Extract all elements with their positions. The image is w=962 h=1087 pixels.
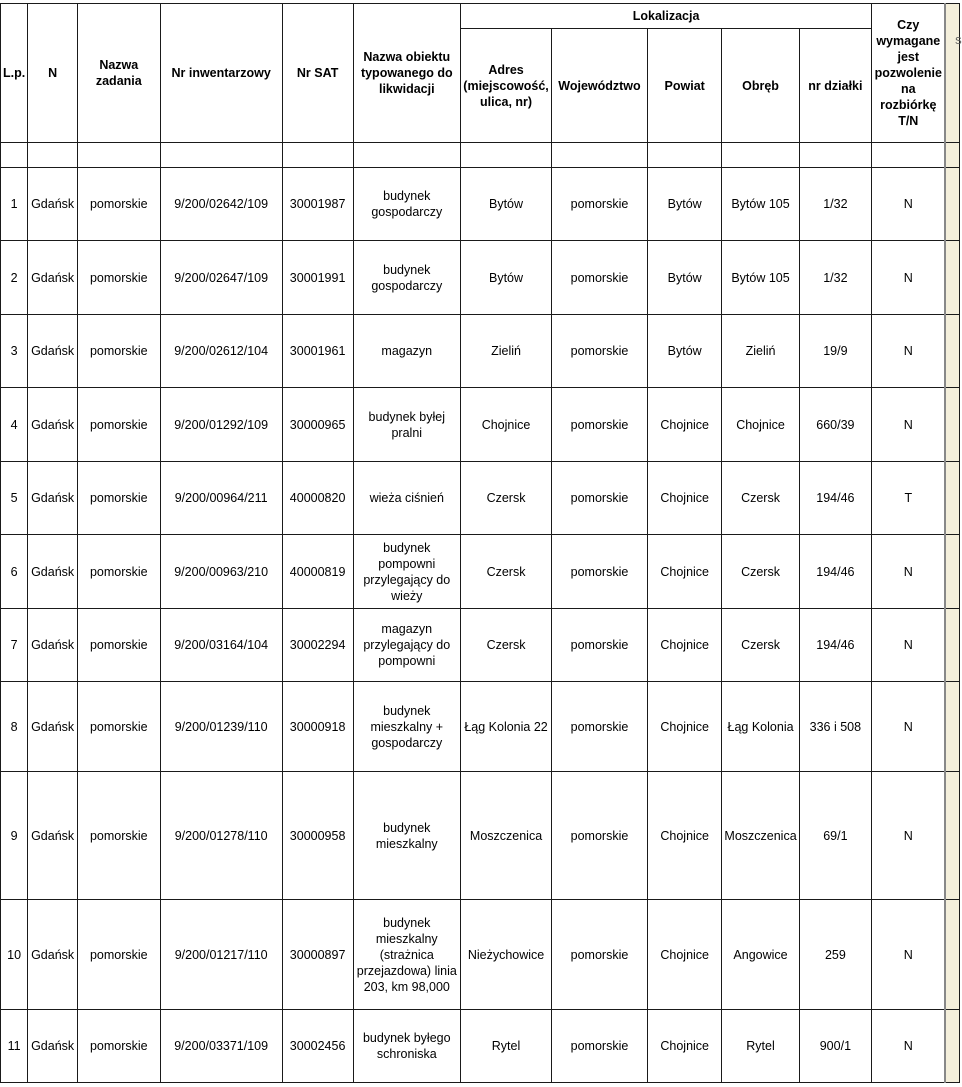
cell-n: Gdańsk	[28, 682, 78, 772]
cell-nr-dzialki: 194/46	[799, 535, 871, 609]
cell-powiat: Chojnice	[647, 1010, 721, 1083]
cell-nr-inwentarzowy: 9/200/02612/104	[160, 315, 282, 388]
spacer-row	[1, 143, 960, 168]
cell-obreb: Czersk	[722, 462, 799, 535]
cell-nazwa-obiektu: budynek mieszkalny (strażnica przejazdowa) linia 203, km 98,000	[353, 900, 461, 1010]
cell-nazwa-obiektu: budynek byłej pralni	[353, 388, 461, 462]
header-wojewodztwo: Województwo	[552, 29, 648, 143]
cell-lp: 5	[1, 462, 28, 535]
cell-n: Gdańsk	[28, 1010, 78, 1083]
header-cut-column	[945, 4, 959, 143]
cell-obreb: Bytów 105	[722, 241, 799, 315]
cell-nazwa-zadania: pomorskie	[78, 462, 161, 535]
cell-powiat: Chojnice	[647, 535, 721, 609]
cell-nr-inwentarzowy: 9/200/01217/110	[160, 900, 282, 1010]
cell-adres: Łąg Kolonia 22	[461, 682, 552, 772]
cell-cut-column	[945, 535, 959, 609]
cell-nr-inwentarzowy: 9/200/00963/210	[160, 535, 282, 609]
cell-nazwa-zadania: pomorskie	[78, 609, 161, 682]
cell-n: Gdańsk	[28, 535, 78, 609]
table-row	[1, 682, 960, 772]
cell-nr-sat: 30001991	[282, 241, 353, 315]
cell-lp: 10	[1, 900, 28, 1010]
cell-powiat: Chojnice	[647, 900, 721, 1010]
cell-cut-column	[945, 682, 959, 772]
cell-lp: 7	[1, 609, 28, 682]
cell-lp: 6	[1, 535, 28, 609]
cell-cut-column	[945, 609, 959, 682]
cell-nazwa-zadania: pomorskie	[78, 772, 161, 900]
cell-wojewodztwo: pomorskie	[552, 462, 648, 535]
cell-powiat: Chojnice	[647, 462, 721, 535]
cell-nr-sat: 30002456	[282, 1010, 353, 1083]
cell-lp: 9	[1, 772, 28, 900]
cell-nr-inwentarzowy: 9/200/01292/109	[160, 388, 282, 462]
cell-cut-column	[945, 772, 959, 900]
cell-pozwolenie: N	[872, 241, 946, 315]
cell-wojewodztwo: pomorskie	[552, 315, 648, 388]
cell-powiat: Chojnice	[647, 682, 721, 772]
cell-nazwa-zadania: pomorskie	[78, 535, 161, 609]
cell-nr-dzialki: 1/32	[799, 241, 871, 315]
cell-cut-column	[945, 168, 959, 241]
cell-obreb: Czersk	[722, 609, 799, 682]
cell-wojewodztwo: pomorskie	[552, 241, 648, 315]
cell-nr-sat: 30000918	[282, 682, 353, 772]
header-pozwolenie: Czy wymagane jest pozwolenie na rozbiórkę T/N	[872, 4, 946, 143]
cell-powiat: Bytów	[647, 315, 721, 388]
cell-nr-dzialki: 194/46	[799, 462, 871, 535]
cell-pozwolenie: N	[872, 900, 946, 1010]
cell-nr-sat: 30001987	[282, 168, 353, 241]
cell-nazwa-obiektu: budynek mieszkalny + gospodarczy	[353, 682, 461, 772]
cell-n: Gdańsk	[28, 900, 78, 1010]
header-adres: Adres (miejscowość, ulica, nr)	[461, 29, 552, 143]
cell-adres: Bytów	[461, 168, 552, 241]
cell-wojewodztwo: pomorskie	[552, 609, 648, 682]
cell-wojewodztwo: pomorskie	[552, 1010, 648, 1083]
cell-nazwa-zadania: pomorskie	[78, 682, 161, 772]
cell-nr-dzialki: 1/32	[799, 168, 871, 241]
cell-nazwa-zadania: pomorskie	[78, 1010, 161, 1083]
table-row	[1, 241, 960, 315]
header-n: N	[28, 4, 78, 143]
cell-adres: Moszczenica	[461, 772, 552, 900]
cell-lp: 4	[1, 388, 28, 462]
cell-pozwolenie: N	[872, 682, 946, 772]
header-lokalizacja: Lokalizacja	[461, 4, 872, 29]
cell-nazwa-zadania: pomorskie	[78, 388, 161, 462]
cell-nr-dzialki: 336 i 508	[799, 682, 871, 772]
cell-n: Gdańsk	[28, 388, 78, 462]
cell-nazwa-obiektu: budynek byłego schroniska	[353, 1010, 461, 1083]
cell-cut-column	[945, 241, 959, 315]
cell-nr-dzialki: 19/9	[799, 315, 871, 388]
cell-pozwolenie: N	[872, 388, 946, 462]
table-row	[1, 609, 960, 682]
cut-off-glyph: S	[955, 36, 962, 47]
cell-pozwolenie: N	[872, 168, 946, 241]
cell-cut-column	[945, 900, 959, 1010]
cell-pozwolenie: T	[872, 462, 946, 535]
cell-lp: 2	[1, 241, 28, 315]
cell-nr-dzialki: 660/39	[799, 388, 871, 462]
cell-nazwa-obiektu: budynek mieszkalny	[353, 772, 461, 900]
cell-nazwa-obiektu: wieża ciśnień	[353, 462, 461, 535]
table-row	[1, 168, 960, 241]
cell-pozwolenie: N	[872, 1010, 946, 1083]
cell-wojewodztwo: pomorskie	[552, 900, 648, 1010]
cell-pozwolenie: N	[872, 772, 946, 900]
cell-pozwolenie: N	[872, 609, 946, 682]
cell-wojewodztwo: pomorskie	[552, 682, 648, 772]
cell-obreb: Bytów 105	[722, 168, 799, 241]
table-row	[1, 535, 960, 609]
cell-nazwa-obiektu: budynek gospodarczy	[353, 241, 461, 315]
cell-nazwa-obiektu: magazyn przylegający do pompowni	[353, 609, 461, 682]
cell-cut-column	[945, 388, 959, 462]
header-powiat: Powiat	[647, 29, 721, 143]
cell-nazwa-obiektu: magazyn	[353, 315, 461, 388]
cell-wojewodztwo: pomorskie	[552, 772, 648, 900]
header-obreb: Obręb	[722, 29, 799, 143]
cell-nr-sat: 30001961	[282, 315, 353, 388]
cell-wojewodztwo: pomorskie	[552, 535, 648, 609]
cell-adres: Rytel	[461, 1010, 552, 1083]
cell-pozwolenie: N	[872, 315, 946, 388]
cell-obreb: Zieliń	[722, 315, 799, 388]
cell-lp: 3	[1, 315, 28, 388]
cell-cut-column	[945, 462, 959, 535]
cell-obreb: Łąg Kolonia	[722, 682, 799, 772]
cell-powiat: Chojnice	[647, 609, 721, 682]
cell-nr-dzialki: 900/1	[799, 1010, 871, 1083]
header-nr-dzialki: nr działki	[799, 29, 871, 143]
cell-nr-sat: 30000958	[282, 772, 353, 900]
cell-n: Gdańsk	[28, 609, 78, 682]
cell-nazwa-zadania: pomorskie	[78, 900, 161, 1010]
cell-lp: 1	[1, 168, 28, 241]
cell-powiat: Bytów	[647, 168, 721, 241]
cell-nr-sat: 30000897	[282, 900, 353, 1010]
table-row	[1, 388, 960, 462]
cell-nr-inwentarzowy: 9/200/01278/110	[160, 772, 282, 900]
cell-lp: 11	[1, 1010, 28, 1083]
cell-nr-sat: 30000965	[282, 388, 353, 462]
cell-powiat: Bytów	[647, 241, 721, 315]
cell-nr-inwentarzowy: 9/200/03164/104	[160, 609, 282, 682]
header-nazwa-obiektu: Nazwa obiektu typowanego do likwidacji	[353, 4, 461, 143]
cell-nazwa-zadania: pomorskie	[78, 241, 161, 315]
cell-wojewodztwo: pomorskie	[552, 168, 648, 241]
cell-obreb: Angowice	[722, 900, 799, 1010]
table-row	[1, 900, 960, 1010]
table-row	[1, 772, 960, 900]
cell-cut-column	[945, 1010, 959, 1083]
table-row	[1, 462, 960, 535]
cell-nr-dzialki: 194/46	[799, 609, 871, 682]
cell-n: Gdańsk	[28, 315, 78, 388]
demolition-objects-table	[0, 3, 960, 1083]
cell-nr-inwentarzowy: 9/200/00964/211	[160, 462, 282, 535]
cell-obreb: Czersk	[722, 535, 799, 609]
cell-n: Gdańsk	[28, 462, 78, 535]
header-nr-sat: Nr SAT	[282, 4, 353, 143]
header-nazwa-zadania: Nazwa zadania	[78, 4, 161, 143]
cell-adres: Czersk	[461, 609, 552, 682]
cell-nazwa-zadania: pomorskie	[78, 168, 161, 241]
header-nr-inwentarzowy: Nr inwentarzowy	[160, 4, 282, 143]
cell-nr-sat: 40000820	[282, 462, 353, 535]
cell-nr-dzialki: 259	[799, 900, 871, 1010]
table-row	[1, 1010, 960, 1083]
cell-adres: Bytów	[461, 241, 552, 315]
cell-nazwa-obiektu: budynek pompowni przylegający do wieży	[353, 535, 461, 609]
cell-adres: Czersk	[461, 462, 552, 535]
cell-nazwa-obiektu: budynek gospodarczy	[353, 168, 461, 241]
cell-powiat: Chojnice	[647, 772, 721, 900]
cell-nr-sat: 40000819	[282, 535, 353, 609]
cell-nr-inwentarzowy: 9/200/02647/109	[160, 241, 282, 315]
cell-adres: Chojnice	[461, 388, 552, 462]
cell-lp: 8	[1, 682, 28, 772]
cell-obreb: Chojnice	[722, 388, 799, 462]
cell-nr-sat: 30002294	[282, 609, 353, 682]
cell-n: Gdańsk	[28, 241, 78, 315]
table-row	[1, 315, 960, 388]
header-lp: L.p.	[1, 4, 28, 143]
cell-powiat: Chojnice	[647, 388, 721, 462]
cell-nr-inwentarzowy: 9/200/02642/109	[160, 168, 282, 241]
cell-nazwa-zadania: pomorskie	[78, 315, 161, 388]
cell-nr-inwentarzowy: 9/200/03371/109	[160, 1010, 282, 1083]
cell-adres: Czersk	[461, 535, 552, 609]
cell-n: Gdańsk	[28, 772, 78, 900]
cell-cut-column	[945, 315, 959, 388]
cell-wojewodztwo: pomorskie	[552, 388, 648, 462]
cell-adres: Zieliń	[461, 315, 552, 388]
cell-pozwolenie: N	[872, 535, 946, 609]
cell-nr-dzialki: 69/1	[799, 772, 871, 900]
cell-obreb: Rytel	[722, 1010, 799, 1083]
cell-adres: Nieżychowice	[461, 900, 552, 1010]
cell-obreb: Moszczenica	[722, 772, 799, 900]
cell-n: Gdańsk	[28, 168, 78, 241]
cell-nr-inwentarzowy: 9/200/01239/110	[160, 682, 282, 772]
